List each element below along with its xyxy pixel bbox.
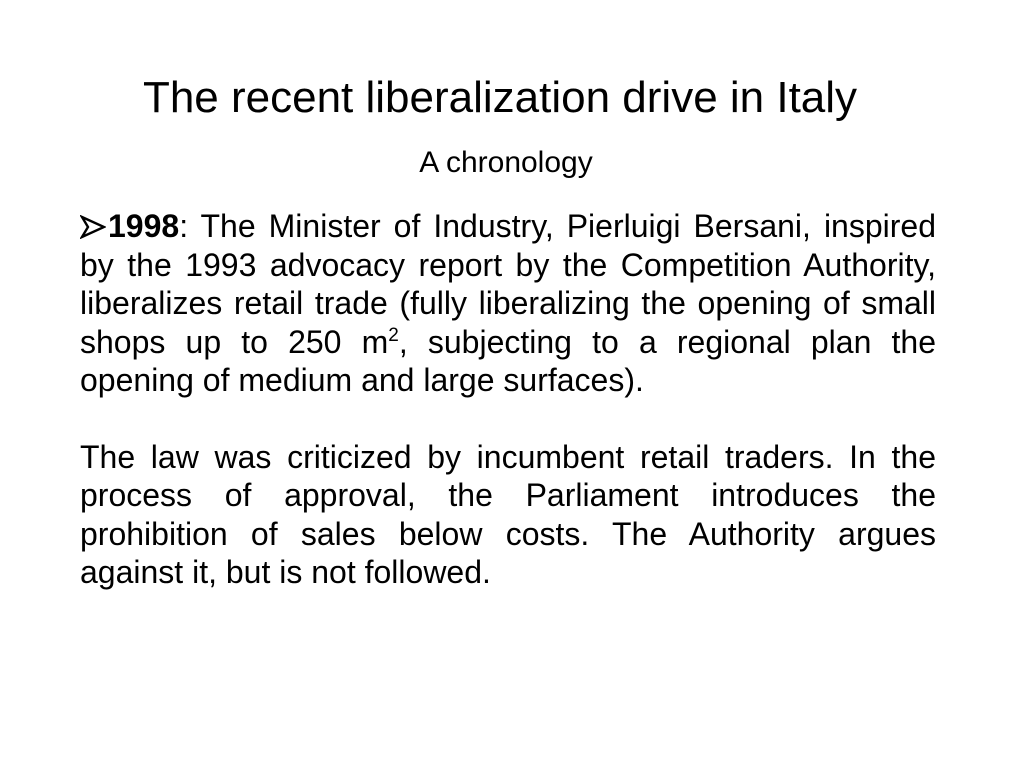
entry-text-end: , subjecting to a regional plan the opening of medium and large surfaces). <box>80 323 937 398</box>
entry-text: : The Minister of Industry, Pierluigi Bersani, inspired by the 1993 advocacy report by the Competition Authority, liberalizes retail trade (fully liberalizing the opening of small shops up to 250 m <box>80 208 936 360</box>
slide-title: The recent liberalization drive in Italy <box>142 73 858 122</box>
chronology-entry <box>80 207 936 400</box>
arrow-bullet-icon <box>80 215 106 239</box>
entry-year: 1998 <box>108 208 180 244</box>
slide-subtitle: A chronology <box>419 146 593 179</box>
follow-up-paragraph: The law was criticized by incumbent retail traders. In the process of approval, the Parliament introduces the prohibition of sales below costs. The Authority argues against it, but is not followed. <box>80 438 936 590</box>
superscript: 2 <box>388 324 399 346</box>
slide-body <box>80 207 936 592</box>
